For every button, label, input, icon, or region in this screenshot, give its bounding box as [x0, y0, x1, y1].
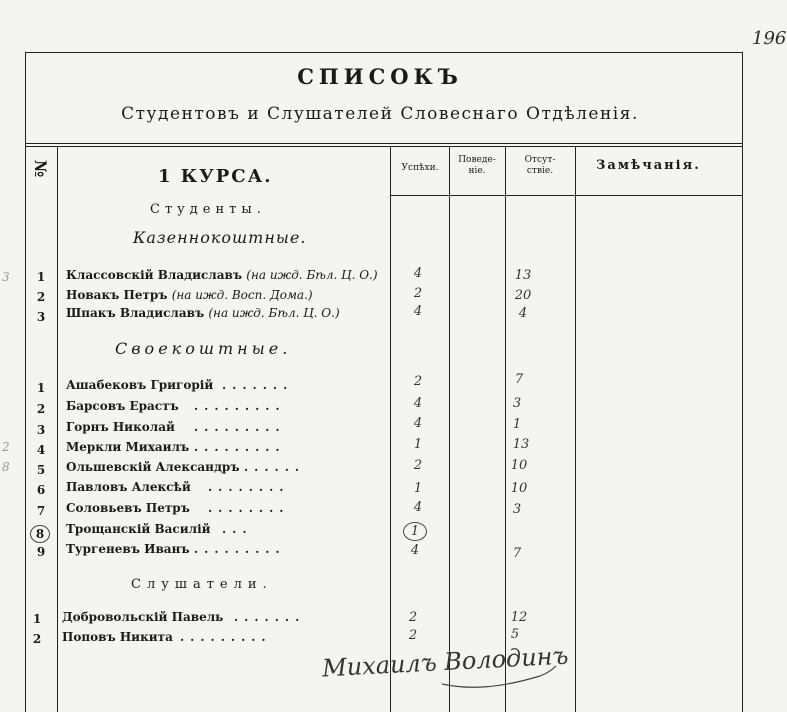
leader-dots: ........ [208, 501, 290, 515]
document-heading: СПИСОКЪ [297, 64, 463, 89]
col-success-left [390, 146, 391, 712]
page-number: 196 [752, 28, 787, 49]
absence-count: 10 [510, 458, 528, 473]
leader-dots: ...... [244, 460, 306, 474]
absence-count: 1 [512, 417, 522, 432]
row-number: 3 [36, 310, 46, 324]
margin-mark: 8 [2, 460, 10, 474]
row-number: 2 [36, 290, 46, 304]
success-grade: 2 [413, 286, 423, 301]
column-absence-header: Отсут- ствіе. [524, 155, 556, 176]
leader-dots: ... [222, 522, 253, 536]
col-behavior-left [449, 146, 450, 712]
student-name: Тургеневъ Иванъ [66, 542, 190, 556]
row-number: 6 [36, 483, 46, 497]
student-name [66, 306, 340, 320]
row-number: 9 [36, 545, 46, 559]
signature-flourish [440, 660, 560, 690]
absence-count: 13 [512, 437, 530, 452]
listener-name: Поповъ Никита [62, 630, 173, 644]
success-grade: 2 [413, 374, 423, 389]
student-name: Соловьевъ Петръ [66, 501, 190, 515]
student-name: Меркли Михаилъ [66, 440, 190, 454]
col-number-divider [57, 146, 58, 712]
absence-count: 7 [512, 546, 522, 561]
frame-top [25, 52, 743, 53]
leader-dots: ......... [180, 630, 272, 644]
success-grade: 4 [413, 416, 423, 431]
signature: Михаилъ Володинъ [321, 641, 570, 683]
student-name-text: Новакъ Петръ [66, 288, 168, 302]
margin-mark: 2 [2, 440, 10, 454]
student-note: (на ижд. Бѣл. Ц. О.) [246, 268, 378, 282]
student-note: (на ижд. Бѣл. Ц. О.) [208, 306, 340, 320]
student-name [66, 268, 378, 282]
student-name: Ольшевскій Александръ [66, 460, 240, 474]
row-number: 1 [32, 612, 42, 626]
success-grade: 2 [408, 628, 418, 643]
leader-dots: ......... [194, 440, 286, 454]
course-heading: 1 КУРСА. [158, 166, 273, 187]
subsection-self-funded: Своекоштные. [115, 339, 292, 358]
column-success-header: Успѣхи. [401, 163, 439, 173]
row-number: 2 [36, 402, 46, 416]
student-name-text: Шпакъ Владиславъ [66, 306, 205, 320]
student-name: Ашабековъ Григорій [66, 378, 214, 392]
row-number: 3 [36, 423, 46, 437]
row-number: 1 [36, 381, 46, 395]
document-subheading: Студентовъ и Слушателей Словеснаго Отдѣленія. [121, 104, 639, 124]
absence-count: 7 [514, 372, 524, 387]
student-name-text: Классовскій Владиславъ [66, 268, 243, 282]
listener-name: Добровольскій Павель [62, 610, 224, 624]
absence-count: 5 [510, 627, 520, 642]
success-grade: 4 [410, 543, 420, 558]
student-name [66, 288, 313, 302]
frame-right [742, 52, 743, 712]
margin-mark: 3 [2, 270, 10, 284]
success-grade: 1 [413, 437, 423, 452]
leader-dots: ....... [234, 610, 306, 624]
column-behavior-header: Поведе- ніе. [458, 155, 496, 176]
success-grade: 4 [413, 396, 423, 411]
section-listeners: Слушатели. [131, 577, 273, 592]
student-name: Павловъ Алексѣй [66, 480, 191, 494]
row-number: 8 [30, 525, 50, 543]
leader-dots: ......... [194, 542, 286, 556]
absence-count: 4 [518, 306, 528, 321]
row-number: 4 [36, 443, 46, 457]
absence-count: 10 [510, 481, 528, 496]
absence-count: 20 [514, 288, 532, 303]
absence-count: 3 [512, 396, 522, 411]
success-grade: 1 [403, 522, 427, 541]
header-rule [25, 143, 743, 144]
leader-dots: ......... [194, 399, 286, 413]
header-rule-2 [25, 146, 743, 147]
row-number: 5 [36, 463, 46, 477]
column-header-rule [390, 195, 742, 196]
row-number: 2 [32, 632, 42, 646]
success-grade: 4 [413, 304, 423, 319]
row-number: 7 [36, 504, 46, 518]
absence-count: 12 [510, 610, 528, 625]
absence-count: 3 [512, 502, 522, 517]
success-grade: 4 [413, 266, 423, 281]
student-note: (на ижд. Восп. Дома.) [171, 288, 313, 302]
student-name: Трощанскій Василій [66, 522, 211, 536]
success-grade: 2 [413, 458, 423, 473]
absence-count: 13 [514, 268, 532, 283]
row-number: 1 [36, 270, 46, 284]
success-grade: 2 [408, 610, 418, 625]
student-name: Горнъ Николай [66, 420, 175, 434]
leader-dots: ........ [208, 480, 290, 494]
success-grade: 4 [413, 500, 423, 515]
column-number-header: № [31, 160, 50, 178]
student-name: Барсовъ Ерастъ [66, 399, 179, 413]
column-remarks-header: Замѣчанія. [596, 158, 701, 173]
leader-dots: ....... [222, 378, 294, 392]
success-grade: 1 [413, 481, 423, 496]
leader-dots: ......... [194, 420, 286, 434]
col-remarks-left [575, 146, 576, 712]
section-students: Студенты. [150, 202, 266, 217]
subsection-state-funded: Казеннокоштные. [133, 228, 307, 247]
